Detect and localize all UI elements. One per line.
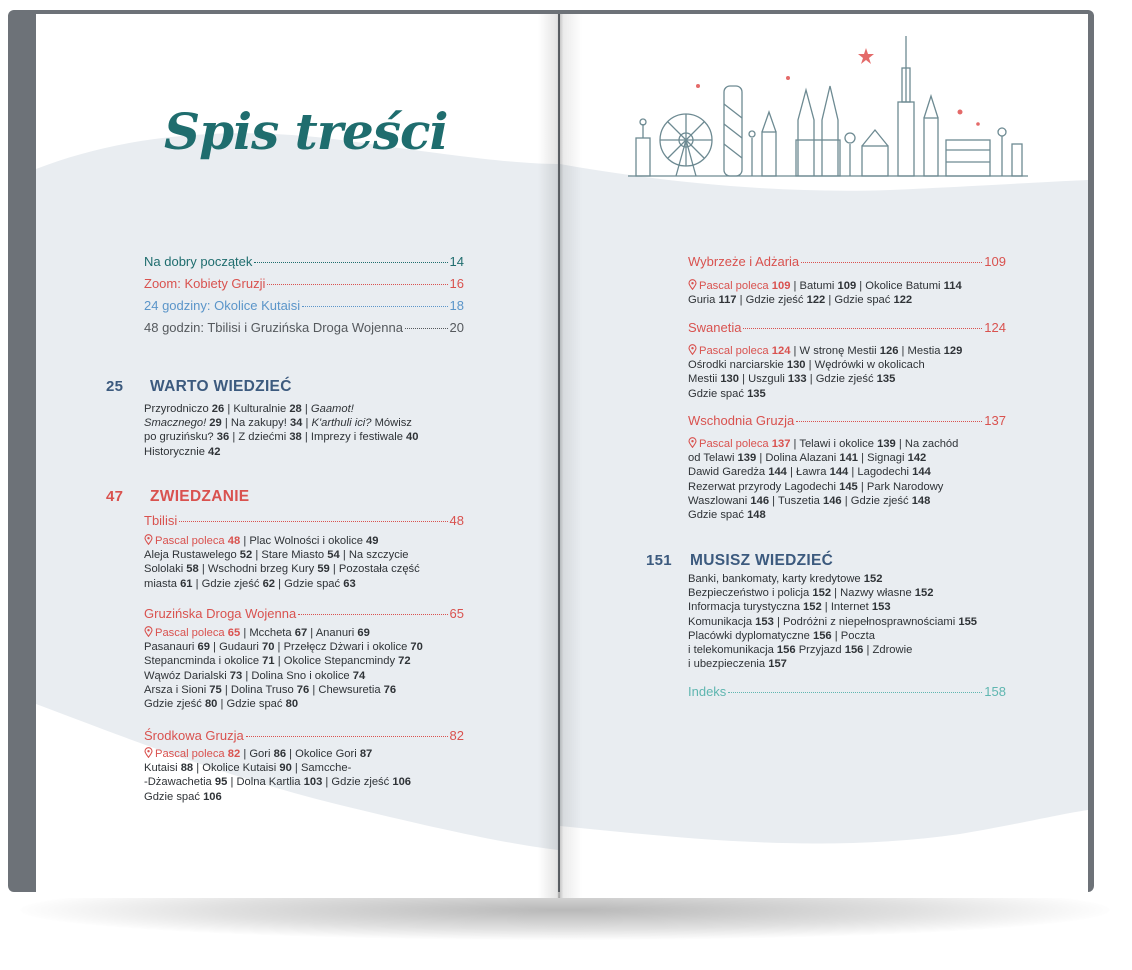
entry-text: po gruzińsku? <box>144 431 217 444</box>
leader-dots <box>405 328 448 329</box>
entry-text: | Mestia <box>898 345 944 357</box>
entry-text: Przyrodniczo <box>144 403 212 415</box>
region-label: Gruzińska Droga Wojenna <box>144 606 297 621</box>
page-number[interactable]: 106 <box>203 790 222 803</box>
entry-text: Placówki dyplomatyczne <box>688 629 813 642</box>
content-line <box>688 344 962 358</box>
section-contents <box>144 402 418 459</box>
entry-text: Dawid Garedża <box>688 466 769 479</box>
page-number[interactable]: 88 <box>180 762 194 775</box>
page-number[interactable]: 76 <box>383 683 397 696</box>
page-number[interactable]: 63 <box>343 577 356 590</box>
entry-text: | Gdzie spać <box>275 577 344 590</box>
entry-text: | Dolna Kartlia <box>227 776 304 789</box>
page-number[interactable]: 86 <box>273 748 287 760</box>
page-number[interactable]: 141 <box>839 452 859 465</box>
entry-text: | Batumi <box>790 280 838 292</box>
content-line <box>144 562 420 576</box>
entry-text: Rezerwat przyrody Lagodechi <box>688 480 840 493</box>
page-number[interactable]: 75 <box>209 683 222 696</box>
content-line <box>144 430 418 444</box>
entry-text: | Dolina Truso <box>221 683 297 696</box>
content-line <box>688 494 958 508</box>
left-page <box>36 14 558 898</box>
content-line <box>688 629 977 643</box>
page-number[interactable]: 144 <box>829 466 849 479</box>
region-wschodnia-gruzja[interactable] <box>688 413 1006 429</box>
entry-text: | Pozostała część <box>329 563 420 576</box>
page-number[interactable]: 72 <box>398 655 411 668</box>
section-title: ZWIEDZANIE <box>150 488 250 505</box>
page-number[interactable]: 144 <box>768 466 787 479</box>
content-line <box>688 643 977 657</box>
page-number[interactable]: 42 <box>208 445 221 458</box>
entry-text: | Gdzie zjeść <box>192 577 263 590</box>
leader-dots <box>298 614 447 615</box>
region-contents <box>688 344 962 401</box>
book-gutter <box>538 14 582 898</box>
content-line <box>688 586 977 600</box>
region-wybrzeze-adzaria[interactable] <box>688 254 1006 270</box>
leader-dots <box>254 262 447 263</box>
entry-text: | Gdzie spać <box>217 698 286 711</box>
region-contents <box>688 279 962 307</box>
region-label: Wybrzeże i Adżaria <box>688 254 800 269</box>
entry-text: | Nazwy własne <box>831 587 915 600</box>
page-number[interactable]: 109 <box>837 280 857 292</box>
content-line <box>688 508 958 522</box>
page-number[interactable]: 28 <box>289 403 302 415</box>
entry-text: | Signagi <box>858 452 908 465</box>
page-number[interactable]: 117 <box>718 294 737 307</box>
page-number[interactable]: 58 <box>186 563 199 576</box>
page-number[interactable]: 49 <box>366 535 379 547</box>
entry-text: Guria <box>688 294 719 307</box>
page-number[interactable]: 36 <box>216 431 230 444</box>
intro-entry-48h[interactable] <box>144 320 464 336</box>
content-line <box>688 615 977 629</box>
leader-dots <box>267 284 447 285</box>
content-line <box>688 372 962 386</box>
location-pin-icon <box>144 747 153 758</box>
content-line <box>688 465 958 479</box>
content-line <box>144 683 423 697</box>
intro-entry-label: Zoom: Kobiety Gruzji <box>144 276 266 291</box>
region-page: 137 <box>984 413 1006 428</box>
location-pin-icon <box>688 279 697 290</box>
content-line <box>688 657 977 671</box>
page-number[interactable]: 156 <box>812 629 832 642</box>
leader-dots <box>302 306 447 307</box>
entry-text: | Ławra <box>786 466 830 479</box>
entry-text: | Podróżni z niepełnosprawnościami <box>773 615 959 628</box>
pascal-recommends-label: Pascal poleca <box>155 627 228 639</box>
page-number[interactable]: 122 <box>893 294 913 307</box>
leader-dots <box>743 328 982 329</box>
section-number: 151 <box>646 552 672 569</box>
page-number[interactable]: 52 <box>239 549 253 562</box>
entry-text: Informacja turystyczna <box>688 601 804 614</box>
content-line <box>144 626 423 640</box>
entry-text: | Dolina Alazani <box>756 452 840 465</box>
page-number[interactable]: 82 <box>227 748 241 760</box>
section-number: 25 <box>106 378 124 395</box>
section-warto-wiedziec[interactable] <box>106 378 292 396</box>
entry-text: | Na zakupy! <box>221 417 290 430</box>
entry-text: Przyjazd <box>795 644 845 657</box>
page-number[interactable]: 54 <box>327 549 340 562</box>
content-line <box>144 416 418 430</box>
entry-text: Mestii <box>688 373 721 386</box>
entry-text: | Samcche- <box>291 762 352 775</box>
index-label: Indeks <box>688 684 727 699</box>
region-page: 82 <box>449 728 464 743</box>
entry-text: Gdzie zjeść <box>144 698 205 711</box>
content-line <box>144 402 418 416</box>
page-number[interactable]: 70 <box>410 641 423 654</box>
page-number[interactable]: 69 <box>197 641 210 654</box>
page-number[interactable]: 90 <box>279 762 292 775</box>
entry-text: Historycznie <box>144 445 209 458</box>
entry-text: | Tuszetia <box>769 494 823 507</box>
page-number[interactable]: 34 <box>289 417 303 430</box>
page-number[interactable]: 67 <box>294 627 308 639</box>
content-line <box>144 747 411 761</box>
entry-text: | Gdzie spać <box>825 294 894 307</box>
content-line <box>688 451 958 465</box>
intro-entry-page: 16 <box>449 276 464 291</box>
page-number[interactable]: 156 <box>776 644 796 657</box>
content-line <box>688 358 962 372</box>
content-line <box>144 775 411 789</box>
page-number[interactable]: 26 <box>211 403 225 415</box>
entry-text: | Mccheta <box>240 627 295 639</box>
page-number[interactable]: 73 <box>229 669 243 682</box>
page-number[interactable]: 155 <box>958 615 978 628</box>
entry-text: Gaamot! <box>310 403 354 415</box>
leader-dots <box>796 421 982 422</box>
content-line <box>144 654 423 668</box>
page-number[interactable]: 133 <box>787 373 807 386</box>
page-number[interactable]: 80 <box>204 698 218 711</box>
page-number[interactable]: 87 <box>359 748 373 760</box>
entry-text: | Gdzie zjeść <box>322 776 393 789</box>
content-line <box>688 279 962 293</box>
page-number[interactable]: 40 <box>406 431 419 444</box>
content-line <box>144 669 423 683</box>
page-number[interactable]: 69 <box>357 627 370 639</box>
entry-text: | Chewsuretia <box>309 683 384 696</box>
entry-text: Waszlowani <box>688 494 751 507</box>
page-number[interactable]: 145 <box>839 480 858 493</box>
entry-text: | Wędrówki w okolicach <box>805 359 925 372</box>
intro-entry-label: 24 godziny: Okolice Kutaisi <box>144 298 301 313</box>
entry-text: | Gdzie zjeść <box>736 294 807 307</box>
entry-text: | Wschodni brzeg Kury <box>198 563 318 576</box>
page-number[interactable]: 152 <box>863 573 883 585</box>
entry-text: Gdzie spać <box>688 387 748 400</box>
page-number[interactable]: 70 <box>262 641 275 654</box>
content-line <box>144 790 411 804</box>
page-number[interactable]: 65 <box>227 627 241 639</box>
pascal-recommends-label: Pascal poleca <box>699 280 772 292</box>
entry-text: | Okolice Batumi <box>856 280 944 292</box>
entry-text: | Gori <box>240 748 274 760</box>
entry-text: | Gdzie zjeść <box>806 373 877 386</box>
entry-text: | Uszguli <box>739 373 788 386</box>
content-line <box>688 387 962 401</box>
section-musisz-wiedziec[interactable] <box>646 552 833 570</box>
entry-text: Sololaki <box>144 563 187 576</box>
index-entry[interactable] <box>688 684 1006 700</box>
intro-entry-label: 48 godzin: Tbilisi i Gruzińska Droga Wojenna <box>144 320 403 335</box>
entry-text: | Na szczycie <box>339 549 409 562</box>
page-number[interactable]: 142 <box>907 452 927 465</box>
page-number[interactable]: 38 <box>289 431 302 444</box>
page-number[interactable]: 122 <box>806 294 826 307</box>
content-line <box>688 437 958 451</box>
leader-dots <box>179 521 447 522</box>
content-line <box>688 293 962 307</box>
page-number[interactable]: 146 <box>822 494 842 507</box>
page-number[interactable]: 71 <box>262 655 275 668</box>
region-tbilisi[interactable] <box>144 513 464 529</box>
entry-text: | Okolice Gori <box>286 748 360 760</box>
entry-text: Wąwóz Darialski <box>144 669 230 682</box>
entry-text: Bezpieczeństwo i policja <box>688 587 813 600</box>
region-contents <box>688 437 958 522</box>
entry-text: Gdzie spać <box>688 509 748 522</box>
section-number: 47 <box>106 488 124 505</box>
entry-text: | Zdrowie <box>863 644 913 657</box>
page-number[interactable]: 157 <box>768 658 787 671</box>
entry-text: Banki, bankomaty, karty kredytowe <box>688 573 864 585</box>
page-number[interactable]: 139 <box>877 438 896 450</box>
content-line <box>144 548 420 562</box>
page-number[interactable]: 152 <box>914 587 934 600</box>
region-label: Środkowa Gruzja <box>144 728 244 743</box>
entry-text: | Plac Wolności i okolice <box>240 535 367 547</box>
entry-text: Arsza i Sioni <box>144 683 210 696</box>
page-number[interactable]: 106 <box>392 776 412 789</box>
entry-text: Mówisz <box>371 417 412 430</box>
region-gruzinska-droga[interactable] <box>144 606 464 622</box>
entry-text: | Na zachód <box>895 438 959 450</box>
page-number[interactable]: 61 <box>180 577 193 590</box>
intro-entry-zoom[interactable] <box>144 276 464 292</box>
entry-text: Aleja Rustawelego <box>144 549 240 562</box>
page-number[interactable]: 148 <box>911 494 931 507</box>
entry-text: | Poczta <box>831 629 875 642</box>
entry-text: i telekomunikacja <box>688 644 777 657</box>
page-number[interactable]: 130 <box>786 359 806 372</box>
entry-text: Stepancminda i okolice <box>144 655 263 668</box>
region-srodkowa-gruzja[interactable] <box>144 728 464 744</box>
page-number[interactable]: 129 <box>943 345 963 357</box>
entry-text: | Imprezy i festiwale <box>301 431 407 444</box>
region-label: Wschodnia Gruzja <box>688 413 795 428</box>
page-number[interactable]: 124 <box>771 345 791 357</box>
entry-text: | Internet <box>821 601 872 614</box>
intro-entry-24h[interactable] <box>144 298 464 314</box>
page-number[interactable]: 148 <box>747 509 766 522</box>
book-cover <box>8 10 1094 892</box>
page-number[interactable]: 114 <box>943 280 962 292</box>
content-line <box>688 480 958 494</box>
entry-text: Pasanauri <box>144 641 198 654</box>
entry-text: Gdzie spać <box>144 790 204 803</box>
content-line <box>144 445 418 459</box>
section-title: MUSISZ WIEDZIEĆ <box>690 552 834 569</box>
page-number[interactable]: 109 <box>771 280 791 292</box>
page-number[interactable]: 76 <box>296 683 310 696</box>
page-number[interactable]: 153 <box>755 615 774 628</box>
entry-text: | <box>302 417 312 430</box>
entry-text: | Okolice Kutaisi <box>193 762 280 775</box>
page-number[interactable]: 152 <box>803 601 822 614</box>
entry-text: | Z dziećmi <box>229 431 290 444</box>
region-contents <box>144 747 411 804</box>
entry-text: | Gdzie zjeść <box>841 494 912 507</box>
content-line <box>688 600 977 614</box>
region-label: Tbilisi <box>144 513 178 528</box>
intro-entry-start[interactable] <box>144 254 464 270</box>
pascal-recommends-label: Pascal poleca <box>699 345 772 357</box>
entry-text: od Telawi <box>688 452 738 465</box>
entry-text: i ubezpieczenia <box>688 658 769 671</box>
page-number[interactable]: 152 <box>812 587 832 600</box>
index-page: 158 <box>984 684 1006 699</box>
entry-text: | Dolina Sno i okolice <box>242 669 353 682</box>
region-contents <box>144 534 420 591</box>
content-line <box>144 697 423 711</box>
entry-text: | Okolice Stepancmindy <box>274 655 399 668</box>
page-number[interactable]: 144 <box>912 466 931 479</box>
region-page: 48 <box>449 513 464 528</box>
entry-text: | Telawi i okolice <box>790 438 878 450</box>
page-number[interactable]: 146 <box>750 494 770 507</box>
pascal-recommends-label: Pascal poleca <box>699 438 772 450</box>
entry-text: Smacznego! <box>144 417 207 430</box>
section-zwiedzanie[interactable] <box>106 488 249 506</box>
content-line <box>144 577 420 591</box>
content-line <box>144 534 420 548</box>
toc-title: Spis treści <box>164 102 448 161</box>
tbilisi-skyline-illustration <box>628 28 1028 178</box>
region-label: Swanetia <box>688 320 742 335</box>
intro-entry-page: 14 <box>449 254 464 269</box>
page-number[interactable]: 130 <box>720 373 739 386</box>
leader-dots <box>728 692 982 693</box>
leader-dots <box>246 736 448 737</box>
region-page: 65 <box>449 606 464 621</box>
page-number[interactable]: 137 <box>771 438 791 450</box>
entry-text: | <box>301 403 311 415</box>
right-page <box>560 14 1088 898</box>
page-number[interactable]: 156 <box>844 644 864 657</box>
entry-text: | Park Narodowy <box>857 480 944 493</box>
intro-entry-page: 20 <box>449 320 464 335</box>
page-number[interactable]: 135 <box>876 373 896 386</box>
pascal-recommends-label: Pascal poleca <box>155 535 228 547</box>
page-number[interactable]: 95 <box>214 776 228 789</box>
content-line <box>144 761 411 775</box>
pascal-recommends-label: Pascal poleca <box>155 748 228 760</box>
page-number[interactable]: 103 <box>303 776 323 789</box>
section-contents <box>688 572 977 671</box>
page-number[interactable]: 139 <box>737 452 757 465</box>
location-pin-icon <box>688 344 697 355</box>
location-pin-icon <box>688 437 697 448</box>
entry-text: | W stronę Mestii <box>790 345 880 357</box>
section-title: WARTO WIEDZIEĆ <box>150 378 292 395</box>
intro-entry-page: 18 <box>449 298 464 313</box>
page-number[interactable]: 80 <box>285 698 299 711</box>
region-contents <box>144 626 423 711</box>
entry-text: | Kulturalnie <box>224 403 290 415</box>
page-number[interactable]: 48 <box>227 535 241 547</box>
entry-text: Kutaisi <box>144 762 181 775</box>
entry-text: | Lagodechi <box>848 466 913 479</box>
page-number[interactable]: 62 <box>262 577 276 590</box>
entry-text: Komunikacja <box>688 615 756 628</box>
entry-text: | Stare Miasto <box>252 549 328 562</box>
page-number[interactable]: 74 <box>352 669 366 682</box>
intro-entry-label: Na dobry początek <box>144 254 253 269</box>
region-page: 124 <box>984 320 1006 335</box>
entry-text: | Przełęcz Dżwari i okolice <box>274 641 411 654</box>
content-line <box>688 572 977 586</box>
entry-text: miasta <box>144 577 181 590</box>
content-line <box>144 640 423 654</box>
page-number[interactable]: 126 <box>879 345 899 357</box>
location-pin-icon <box>144 534 153 545</box>
page-number[interactable]: 29 <box>209 417 222 430</box>
entry-text: | Ananuri <box>307 627 358 639</box>
page-number[interactable]: 153 <box>871 601 891 614</box>
entry-text: -Dżawachetia <box>144 776 215 789</box>
region-page: 109 <box>984 254 1006 269</box>
leader-dots <box>801 262 982 263</box>
page-number[interactable]: 135 <box>747 387 766 400</box>
entry-text: K'arthuli ici? <box>311 417 372 430</box>
entry-text: Ośrodki narciarskie <box>688 359 787 372</box>
region-swanetia[interactable] <box>688 320 1006 336</box>
entry-text: | Gudauri <box>209 641 262 654</box>
location-pin-icon <box>144 626 153 637</box>
page-number[interactable]: 59 <box>317 563 330 576</box>
